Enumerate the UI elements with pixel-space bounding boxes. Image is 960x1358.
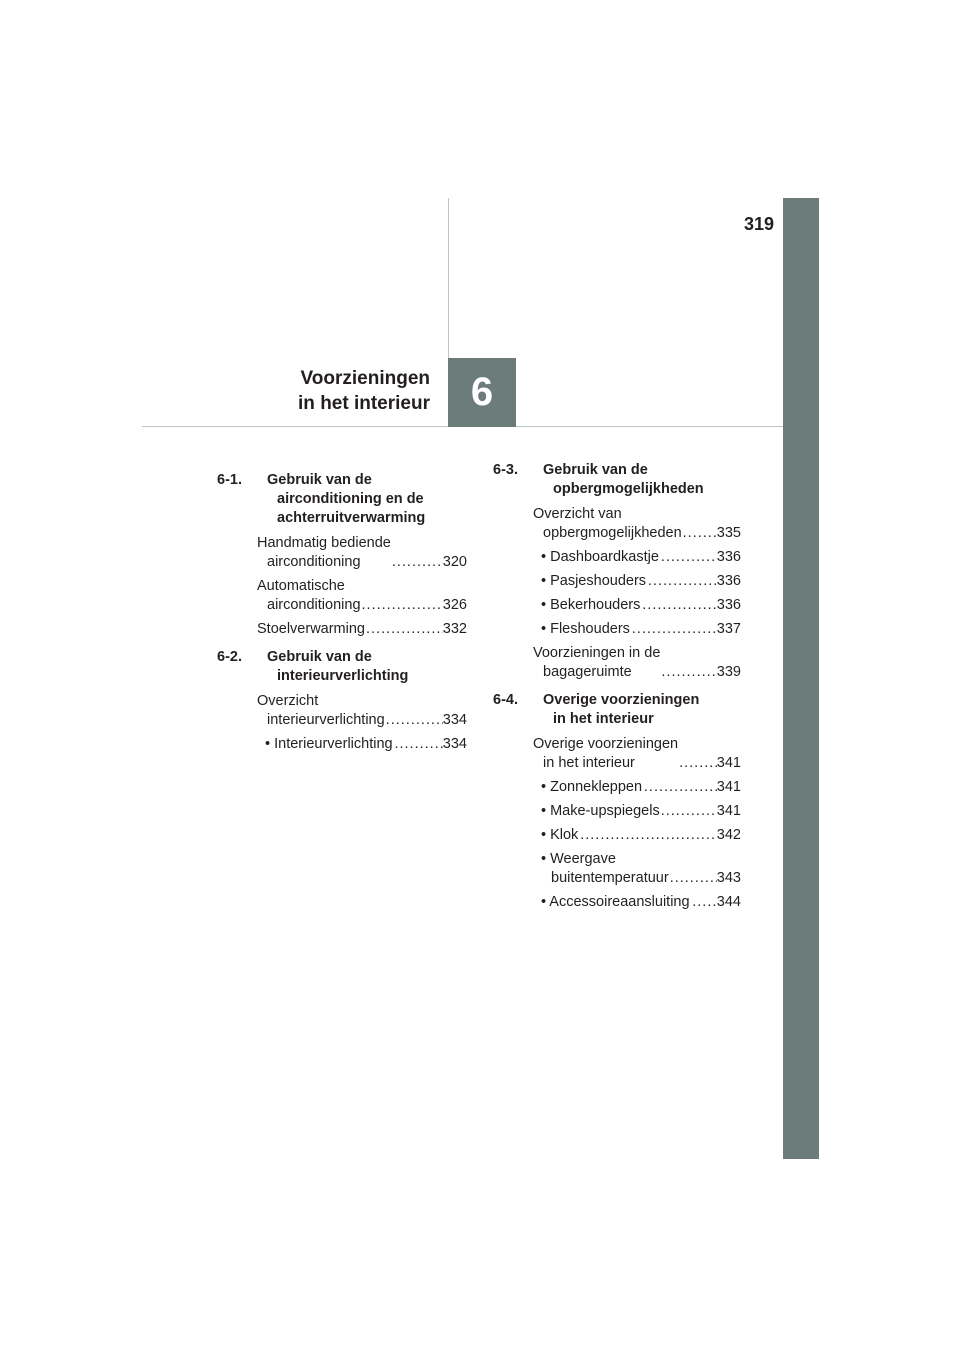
entry-page: 341 [716,755,741,771]
entry-title: Automatische airconditioning [257,578,361,613]
entry-page: 320 [442,554,467,570]
toc-entry[interactable] [257,534,467,572]
entry-title: • Fleshouders [541,621,630,637]
entry-title: • Pasjeshouders [541,573,647,589]
entry-title: • Klok [541,827,579,843]
section-number: 6-2. [217,649,242,665]
toc-subentry[interactable] [541,850,741,888]
toc-subentry[interactable] [541,778,741,797]
entry-title: • Accessoireaansluiting [541,894,690,910]
section-title: Gebruik van de interieurverlichting [267,649,409,684]
toc-subentry[interactable] [265,735,467,754]
toc-subentry[interactable] [541,596,741,615]
section-title: Gebruik van de airconditioning en de achterruitverwarming [267,472,426,526]
toc-section-6-4[interactable] [493,691,741,729]
entry-page: 326 [442,597,467,613]
toc-subentry[interactable] [541,572,741,591]
toc-subentry[interactable] [541,826,741,845]
entry-page: 334 [442,736,467,752]
entry-page: 344 [716,894,741,910]
entry-page: 334 [442,712,467,728]
entry-page: 339 [716,664,741,680]
chapter-tab-bar [783,198,819,1159]
entry-page: 336 [716,597,741,613]
toc-section-6-2[interactable] [217,648,467,686]
entry-title: Overzicht interieurverlichting [257,693,385,728]
toc-subentry[interactable] [541,893,741,912]
chapter-number: 6 [470,370,494,414]
entry-title: Handmatig bediende airconditioning [257,535,391,570]
section-title: Gebruik van de opbergmogelijkheden [543,462,704,497]
toc-entry[interactable] [257,620,467,639]
toc-section-6-1[interactable] [217,471,467,528]
toc-column-2 [493,461,741,917]
chapter-number-box [448,358,516,427]
page-number: 319 [743,214,774,234]
toc-entry[interactable] [533,505,741,543]
entry-title: Overige voorzieningen in het interieur [533,736,679,771]
entry-page: 336 [716,549,741,565]
section-number: 6-1. [217,472,242,488]
toc-entry[interactable] [257,577,467,615]
chapter-title-line1: Voorzieningen [300,368,430,389]
entry-title: • Zonnekleppen [541,779,643,795]
section-number: 6-3. [493,462,518,478]
toc-entry[interactable] [533,644,741,682]
toc-subentry[interactable] [541,802,741,821]
section-number: 6-4. [493,692,518,708]
entry-title: • Make-upspiegels [541,803,660,819]
entry-page: 335 [716,525,741,541]
entry-page: 341 [716,803,741,819]
vertical-rule [448,198,449,358]
entry-page: 341 [716,779,741,795]
entry-title: • Bekerhouders [541,597,641,613]
entry-page: 337 [716,621,741,637]
toc-entry[interactable] [533,735,741,773]
entry-title: Voorzieningen in de bagageruimte [533,645,661,680]
entry-title: Overzicht van opbergmogelijkheden [533,506,682,541]
entry-page: 336 [716,573,741,589]
entry-page: 332 [442,621,467,637]
entry-title: • Dashboardkastje [541,549,659,565]
toc-subentry[interactable] [541,620,741,639]
entry-title: • Interieurverlichting [265,736,393,752]
chapter-title [240,366,430,416]
chapter-title-line2: in het interieur [298,393,430,414]
toc-column-1 [217,471,467,759]
entry-page: 343 [716,870,741,886]
entry-page: 342 [716,827,741,843]
entry-title: Stoelverwarming [257,621,365,637]
toc-entry[interactable] [257,692,467,730]
toc-section-6-3[interactable] [493,461,741,499]
section-title: Overige voorzieningen in het interieur [543,692,700,727]
entry-title: • Weergave buitentemperatuur [541,851,669,886]
toc-subentry[interactable] [541,548,741,567]
